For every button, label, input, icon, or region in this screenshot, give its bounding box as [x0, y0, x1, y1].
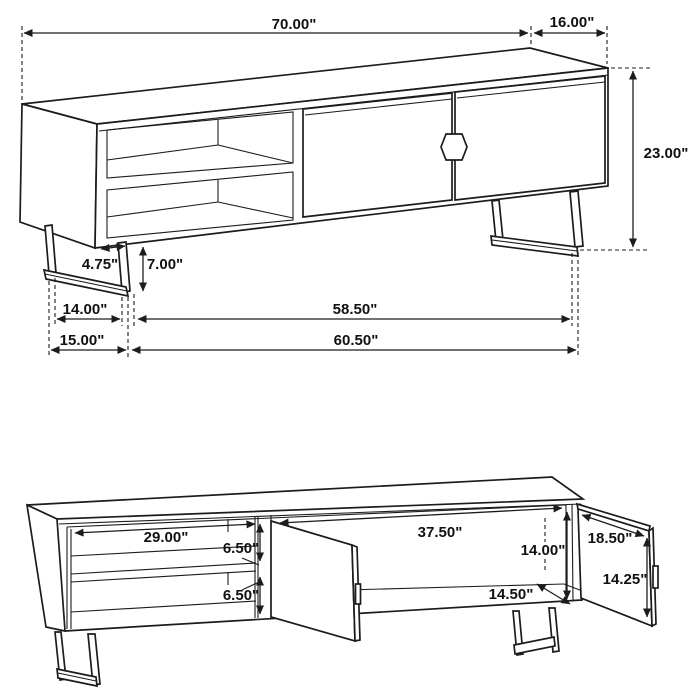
label-depth: 16.00" [549, 14, 595, 31]
label-overall-height: 23.00" [643, 145, 689, 162]
label-leg-width: 14.00" [62, 301, 108, 318]
left-leg-runner-edge [45, 274, 127, 291]
label-overall-width: 70.00" [271, 16, 317, 33]
label-interior-depth: 14.50" [488, 586, 534, 603]
label-interior-width: 37.50" [417, 524, 463, 541]
label-upper-opening-height: 6.50" [222, 540, 260, 557]
open-door-left-handle [356, 584, 361, 604]
view-open [27, 477, 658, 686]
label-lower-opening-height: 6.50" [222, 587, 260, 604]
sliding-door-right [455, 76, 605, 200]
open-door-right-handle [653, 566, 658, 588]
label-span-between-legs: 58.50" [332, 301, 378, 318]
right-stile-inner [572, 504, 573, 600]
label-leg-inset: 4.75" [81, 256, 119, 273]
right-leg-front-post [570, 191, 583, 247]
open-door-left-face [271, 521, 355, 641]
label-door-height: 14.25" [602, 571, 648, 588]
left-leg-front-post [118, 242, 130, 292]
view-closed [20, 14, 688, 357]
label-interior-height: 14.00" [520, 542, 566, 559]
top-board [27, 477, 583, 519]
label-leg-height: 7.00" [146, 256, 184, 273]
label-door-width: 18.50" [587, 530, 633, 547]
sliding-door-left [303, 93, 452, 217]
label-shelf-opening-width: 29.00" [143, 529, 189, 546]
left-end-panel [20, 104, 97, 248]
label-leg-base-width: 15.00" [59, 332, 105, 349]
label-span-outer-legs: 60.50" [333, 332, 379, 349]
right-leg-back-post [492, 200, 503, 241]
hexagonal-knob [441, 134, 467, 160]
